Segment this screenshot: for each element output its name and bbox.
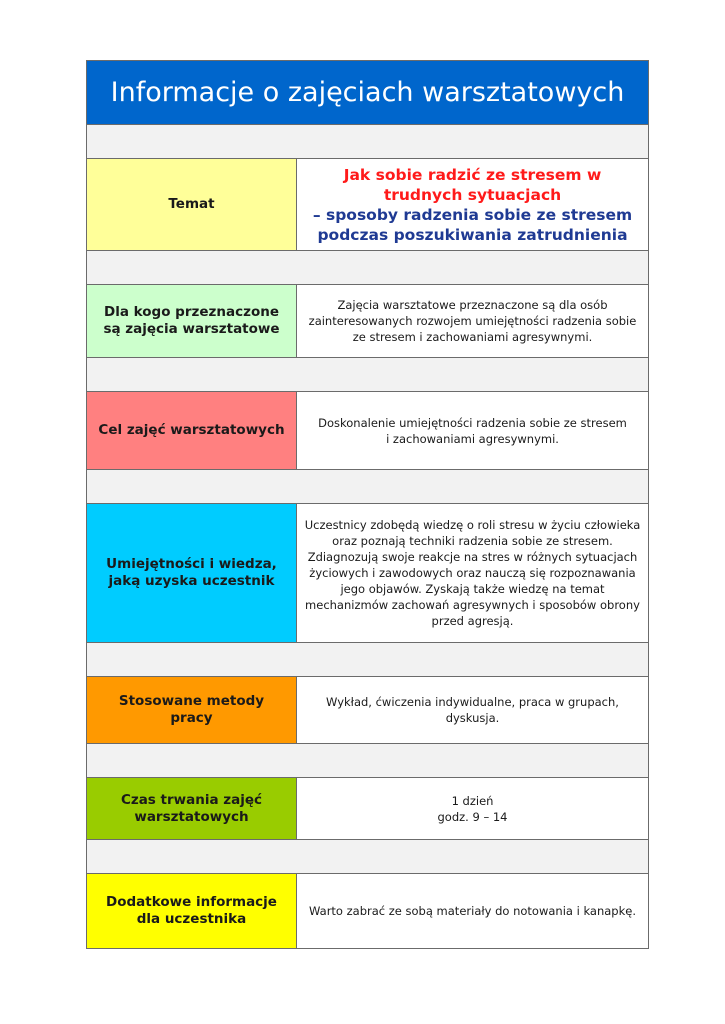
row-skills	[87, 504, 648, 643]
goal-line: i zachowaniami agresywnymi.	[386, 431, 559, 446]
spacer-row	[87, 358, 648, 392]
row-goal	[87, 392, 648, 470]
info-table	[86, 60, 649, 949]
spacer-row	[87, 840, 648, 874]
spacer-row	[87, 470, 648, 504]
spacer-row	[87, 125, 648, 159]
row-extra	[87, 874, 648, 948]
label-extra: Dodatkowe informacje dla uczestnika	[87, 874, 297, 948]
spacer-row	[87, 744, 648, 778]
value-duration	[297, 778, 648, 839]
spacer-row	[87, 643, 648, 677]
page-title: Informacje o zajęciach warsztatowych	[87, 61, 648, 125]
topic-sub: – sposoby radzenia sobie ze stresem podczas poszukiwania zatrudnienia	[312, 205, 633, 244]
label-methods: Stosowane metody pracy	[87, 677, 297, 743]
label-topic: Temat	[87, 159, 297, 250]
label-audience: Dla kogo przeznaczone są zajęcia warsztatowe	[87, 285, 297, 357]
row-methods	[87, 677, 648, 744]
value-audience: Zajęcia warsztatowe przeznaczone są dla osób zainteresowanych rozwojem umiejętności radzenia sobie ze stresem i zachowaniami agresywnymi.	[308, 298, 637, 344]
row-topic	[87, 159, 648, 251]
row-audience	[87, 285, 648, 358]
label-goal: Cel zajęć warsztatowych	[87, 392, 297, 469]
goal-line: Doskonalenie umiejętności radzenia sobie ze stresem	[318, 415, 627, 430]
value-methods: Wykład, ćwiczenia indywidualne, praca w grupach, dyskusja.	[326, 695, 619, 725]
value-skills: Uczestnicy zdobędą wiedzę o roli stresu w życiu człowieka oraz poznają techniki radzenia sobie ze stresem. Zdiagnozują swoje reakcje na stres w różnych sytuacjach życiowych i zawodowych oraz nauczą się rozpoznawania jego objawów. Zyskają także wiedzę na temat mechanizmów zachowań agresywnych i sposobów obrony przed agresją.	[304, 518, 641, 628]
value-topic	[297, 159, 648, 250]
label-duration: Czas trwania zajęć warsztatowych	[87, 778, 297, 839]
row-duration	[87, 778, 648, 840]
duration-line: 1 dzień	[451, 793, 494, 808]
value-extra: Warto zabrać ze sobą materiały do notowania i kanapkę.	[309, 904, 636, 918]
label-skills: Umiejętności i wiedza, jaką uzyska uczestnik	[87, 504, 297, 642]
spacer-row	[87, 251, 648, 285]
duration-line: godz. 9 – 14	[437, 809, 508, 824]
topic-main: Jak sobie radzić ze stresem w trudnych sytuacjach	[343, 165, 602, 204]
value-goal	[297, 392, 648, 469]
